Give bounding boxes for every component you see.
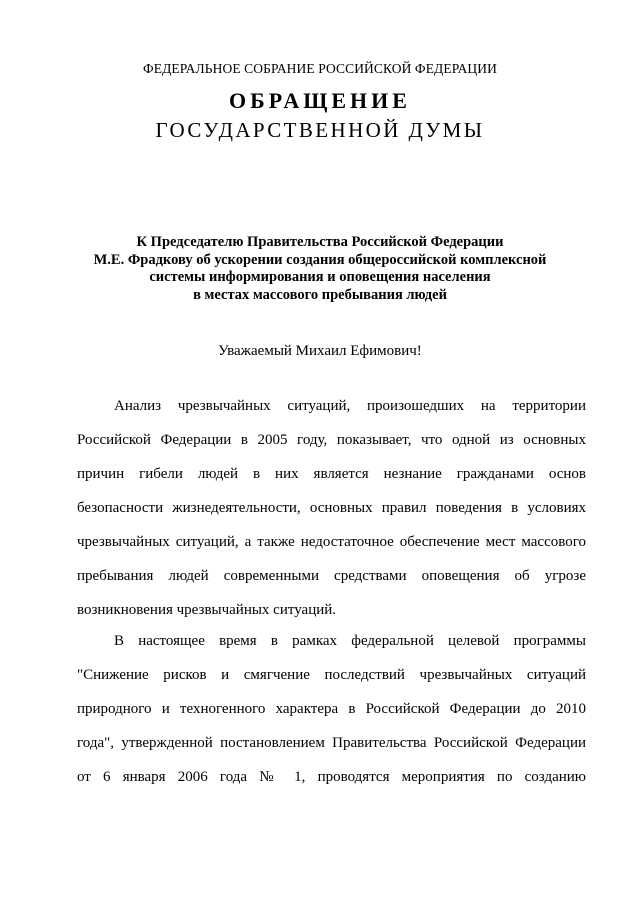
body-line: пребывания людей современными средствами оповещения об угрозе bbox=[77, 568, 586, 584]
document-issuer: ГОСУДАРСТВЕННОЙ ДУМЫ bbox=[155, 118, 485, 142]
document-type-title: ОБРАЩЕНИЕ bbox=[229, 88, 411, 113]
subject-line: системы информирования и оповещения населения bbox=[149, 269, 491, 285]
subject-line: М.Е. Фрадкову об ускорении создания общероссийской комплексной bbox=[93, 251, 547, 268]
subject-block bbox=[60, 234, 580, 304]
body-line: от 6 января 2006 года № 1, проводятся мероприятия по созданию bbox=[77, 769, 586, 785]
subject-line: в местах массового пребывания людей bbox=[193, 286, 447, 303]
body-line: природного и техногенного характера в Российской Федерации до 2010 bbox=[77, 701, 586, 717]
body-line: Анализ чрезвычайных ситуаций, произошедших на территории bbox=[114, 398, 586, 414]
salutation: Уважаемый Михаил Ефимович! bbox=[218, 343, 422, 359]
body-paragraph-2 bbox=[77, 624, 586, 794]
body-line: возникновения чрезвычайных ситуаций. bbox=[77, 602, 337, 618]
body-line: чрезвычайных ситуаций, а также недостаточное обеспечение мест массового bbox=[77, 534, 586, 550]
body-line: года", утвержденной постановлением Правительства Российской Федерации bbox=[77, 735, 586, 751]
body-line: причин гибели людей в них является незнание гражданами основ bbox=[77, 466, 586, 482]
body-line: В настоящее время в рамках федеральной целевой программы bbox=[114, 633, 586, 649]
body-paragraph-1 bbox=[77, 389, 586, 627]
body-line: Российской Федерации в 2005 году, показывает, что одной из основных bbox=[77, 432, 586, 448]
subject-line: К Председателю Правительства Российской Федерации bbox=[136, 234, 504, 250]
assembly-header: ФЕДЕРАЛЬНОЕ СОБРАНИЕ РОССИЙСКОЙ ФЕДЕРАЦИИ bbox=[143, 61, 497, 76]
body-line: "Снижение рисков и смягчение последствий чрезвычайных ситуаций bbox=[77, 667, 586, 683]
body-line: безопасности жизнедеятельности, основных правил поведения в условиях bbox=[77, 500, 586, 516]
